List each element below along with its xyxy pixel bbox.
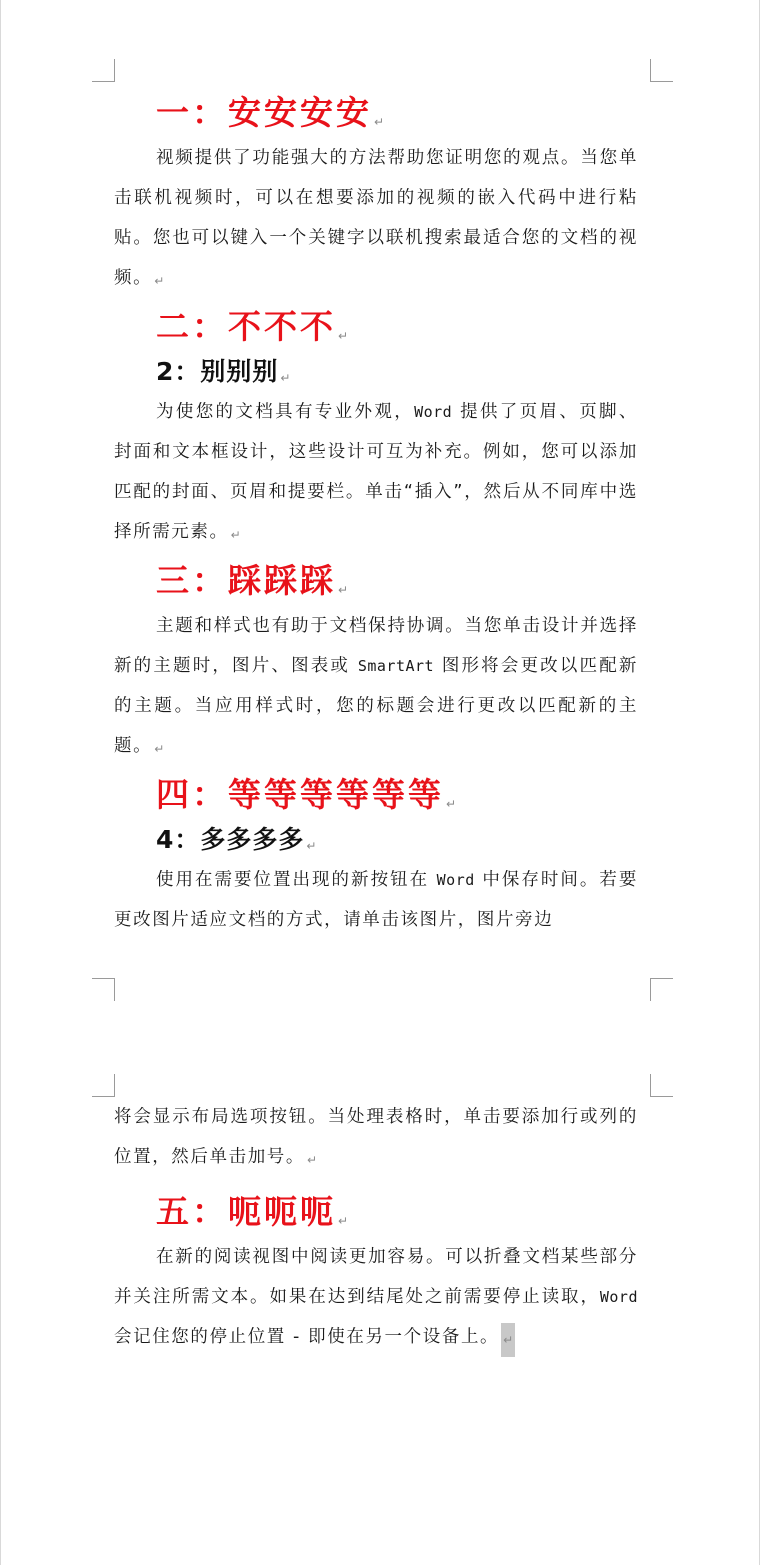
page1-crop-mark-bottom-left: [92, 978, 115, 1001]
paragraph-mark: ↵: [280, 371, 291, 385]
paragraph-3[interactable]: 主题和样式也有助于文档保持协调。当您单击设计并选择新的主题时，图片、图表或 SmartArt 图形将会更改以匹配新的主题。当应用样式时，您的标题会进行更改以匹配新的主题。 ↵: [114, 616, 638, 756]
heading-5[interactable]: 五：呃呃呃 ↵: [156, 1192, 349, 1231]
page2-crop-mark-top-left: [92, 1074, 115, 1097]
paragraph-mark: ↵: [338, 583, 349, 597]
page1-crop-mark-top-right: [650, 59, 673, 82]
paragraph-mark: ↵: [154, 274, 165, 288]
paragraph-mark: ↵: [306, 839, 317, 853]
paragraph-1[interactable]: 视频提供了功能强大的方法帮助您证明您的观点。当您单击联机视频时，可以在想要添加的视频的嵌入代码中进行粘贴。您也可以键入一个关键字以联机搜索最适合您的文档的视频。 ↵: [114, 148, 638, 288]
paragraph-4-start[interactable]: 使用在需要位置出现的新按钮在 Word 中保存时间。若要更改图片适应文档的方式，请单击该图片，图片旁边: [114, 870, 638, 930]
page1-crop-mark-bottom-right: [650, 978, 673, 1001]
subheading-4[interactable]: 4：多多多多 ↵: [156, 825, 317, 854]
paragraph-4-continued[interactable]: 将会显示布局选项按钮。当处理表格时，单击要添加行或列的位置，然后单击加号。 ↵: [114, 1107, 638, 1167]
paragraph-mark: ↵: [154, 742, 165, 756]
paragraph-mark: ↵: [338, 1214, 349, 1228]
page1-body[interactable]: [114, 88, 638, 940]
heading-4[interactable]: 四：等等等等等等 ↵: [156, 775, 457, 814]
paragraph-mark: ↵: [338, 329, 349, 343]
paragraph-mark: ↵: [230, 528, 241, 542]
paragraph-mark: ↵: [307, 1153, 318, 1167]
heading-1[interactable]: 一：安安安安 ↵: [156, 93, 385, 132]
page-left-border: [0, 0, 1, 1565]
page2-body[interactable]: [114, 1097, 638, 1360]
subheading-2[interactable]: 2：别别别 ↵: [156, 357, 291, 386]
page2-crop-mark-top-right: [650, 1074, 673, 1097]
paragraph-5[interactable]: 在新的阅读视图中阅读更加容易。可以折叠文档某些部分并关注所需文本。如果在达到结尾处之前需要停止读取，Word 会记住您的停止位置 - 即使在另一个设备上。 ↵: [114, 1237, 638, 1360]
paragraph-2[interactable]: 为使您的文档具有专业外观，Word 提供了页眉、页脚、封面和文本框设计，这些设计可互为补充。例如，您可以添加匹配的封面、页眉和提要栏。单击“插入”，然后从不同库中选择所需元素。 ↵: [114, 402, 638, 542]
heading-2[interactable]: 二：不不不 ↵: [156, 307, 349, 346]
heading-3[interactable]: 三：踩踩踩 ↵: [156, 561, 349, 600]
paragraph-mark: ↵: [446, 797, 457, 811]
page1-crop-mark-top-left: [92, 59, 115, 82]
paragraph-mark: ↵: [374, 115, 385, 129]
selected-paragraph-mark[interactable]: ↵: [501, 1323, 515, 1357]
